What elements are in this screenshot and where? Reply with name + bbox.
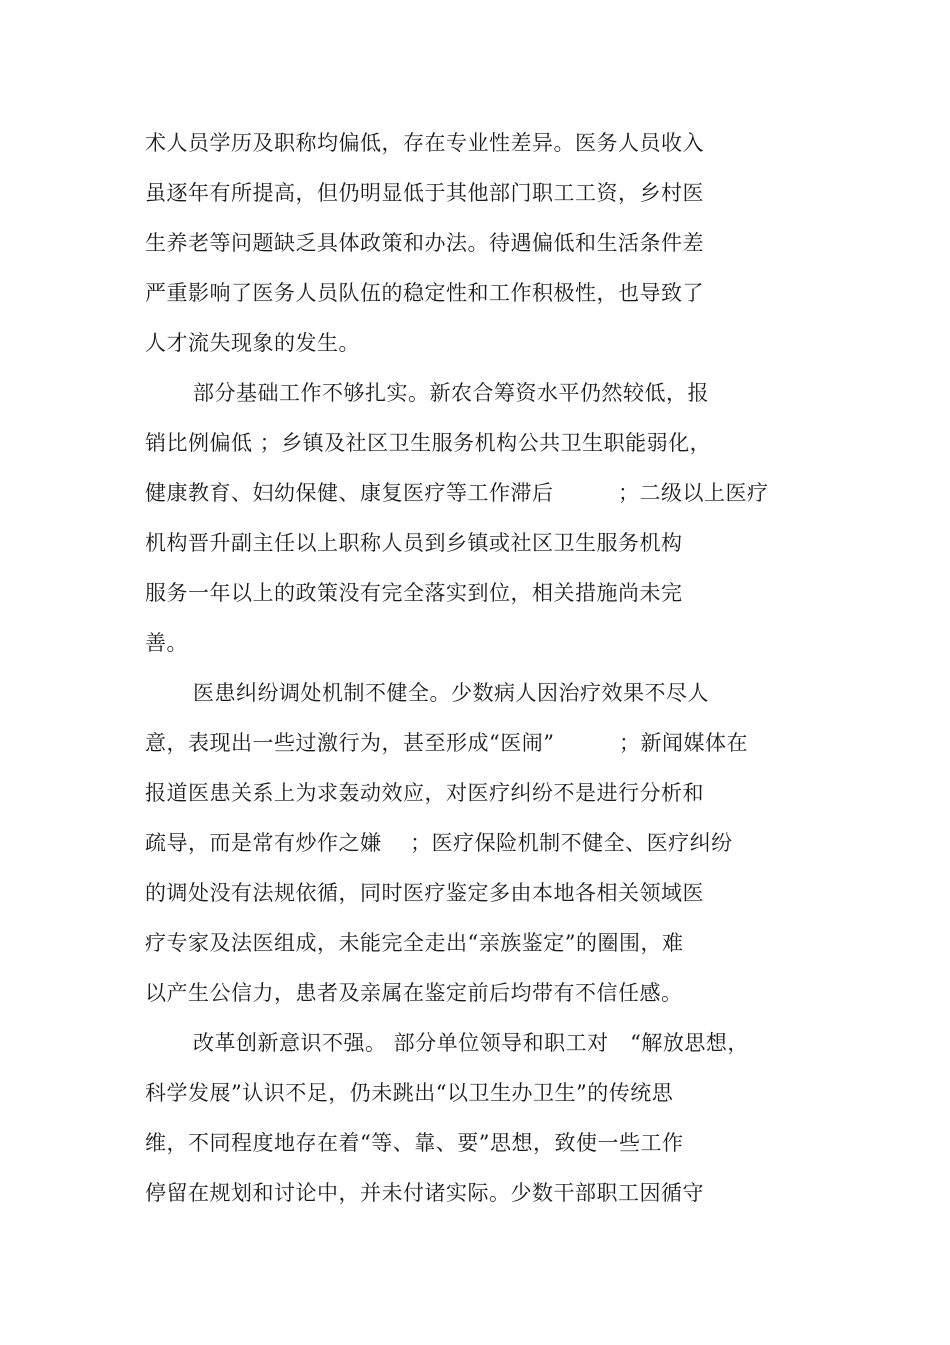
- text-line: 报道医患关系上为求轰动效应，对医疗纠纷不是进行分析和: [145, 781, 704, 805]
- paragraph-start-line: 改革创新意识不强。 部分单位领导和职工对 “解放思想，: [193, 1031, 749, 1055]
- text-line: 服务一年以上的政策没有完全落实到位，相关措施尚未完: [145, 581, 683, 605]
- paragraph-start-line: 部分基础工作不够扎实。新农合筹资水平仍然较低，报: [193, 381, 709, 405]
- text-line: 人才流失现象的发生。: [145, 331, 360, 355]
- text-line: 善。: [145, 631, 188, 655]
- text-line: 停留在规划和讨论中，并未付诸实际。少数干部职工因循守: [145, 1181, 704, 1205]
- text-line: 的调处没有法规依循，同时医疗鉴定多由本地各相关领域医: [145, 881, 704, 905]
- text-line: 维，不同程度地存在着“等、靠、要”思想，致使一些工作: [145, 1131, 684, 1155]
- text-line: 严重影响了医务人员队伍的稳定性和工作积极性，也导致了: [145, 281, 704, 305]
- text-line: 科学发展”认识不足，仍未跳出“以卫生办卫生”的传统思: [145, 1081, 674, 1105]
- text-line: 健康教育、妇幼保健、康复医疗等工作滞后 ；二级以上医疗: [145, 481, 769, 505]
- text-line: 以产生公信力，患者及亲属在鉴定前后均带有不信任感。: [145, 981, 683, 1005]
- text-line: 疗专家及法医组成，未能完全走出“亲族鉴定”的圈围，难: [145, 931, 684, 955]
- text-line: 意，表现出一些过激行为，甚至形成“医闹” ；新闻媒体在: [145, 731, 748, 755]
- text-line: 机构晋升副主任以上职称人员到乡镇或社区卫生服务机构: [145, 531, 683, 555]
- text-line: 疏导，而是常有炒作之嫌 ；医疗保险机制不健全、医疗纠纷: [145, 831, 733, 855]
- text-line: 虽逐年有所提高，但仍明显低于其他部门职工工资，乡村医: [145, 181, 704, 205]
- paragraph-start-line: 医患纠纷调处机制不健全。少数病人因治疗效果不尽人: [193, 681, 709, 705]
- text-line: 销比例偏低 ；乡镇及社区卫生服务机构公共卫生职能弱化，: [145, 431, 712, 455]
- text-line: 生养老等问题缺乏具体政策和办法。待遇偏低和生活条件差: [145, 231, 704, 255]
- text-line: 术人员学历及职称均偏低，存在专业性差异。医务人员收入: [145, 131, 704, 155]
